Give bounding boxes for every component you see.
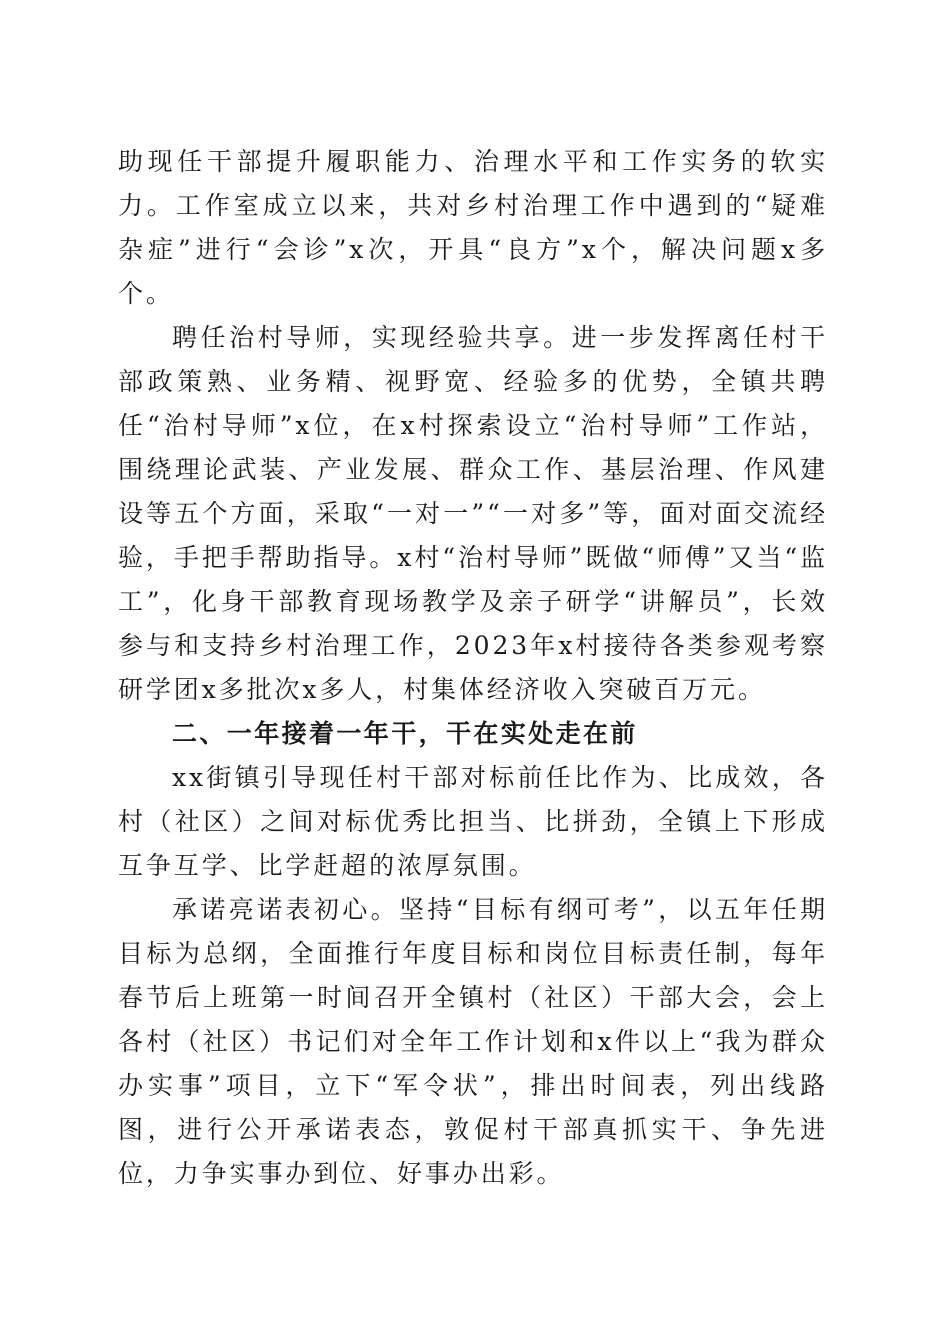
- paragraph-section-intro: xx街镇引导现任村干部对标前任比作为、比成效，各村（社区）之间对标优秀比担当、比拼劲，全镇上下形成互争互学、比学赶超的浓厚氛围。: [118, 763, 828, 880]
- paragraph-mentor-program: 聘任治村导师，实现经验共享。进一步发挥离任村干部政策熟、业务精、视野宽、经验多的优势，全镇共聘任“治村导师”x位，在x村探索设立“治村导师”工作站，围绕理论武装、产业发展、群众工作、基层治理、作风建设等五个方面，采取“一对一”“一对多”等，面对面交流经验，手把手帮助指导。x村“治村导师”既做“师傅”又当“监工”，化身干部教育现场教学及亲子研学“讲解员”，长效参与和支持乡村治理工作，2023年x村接待各类参观考察研学团x多批次x多人，村集体经济收入突破百万元。: [118, 323, 828, 704]
- document-body: [118, 140, 828, 1196]
- paragraph-continuation: 助现任干部提升履职能力、治理水平和工作实务的软实力。工作室成立以来，共对乡村治理工作中遇到的“疑难杂症”进行“会诊”x次，开具“良方”x个，解决问题x多个。: [118, 147, 828, 308]
- paragraph-commitment: 承诺亮诺表初心。坚持“目标有纲可考”，以五年任期目标为总纲，全面推行年度目标和岗位目标责任制，每年春节后上班第一时间召开全镇村（社区）干部大会，会上各村（社区）书记们对全年工作计划和x件以上“我为群众办实事”项目，立下“军令状”，排出时间表，列出线路图，进行公开承诺表态，敦促村干部真抓实干、争先进位，力争实事办到位、好事办出彩。: [118, 895, 828, 1188]
- section-heading: 二、一年接着一年干，干在实处走在前: [172, 719, 638, 748]
